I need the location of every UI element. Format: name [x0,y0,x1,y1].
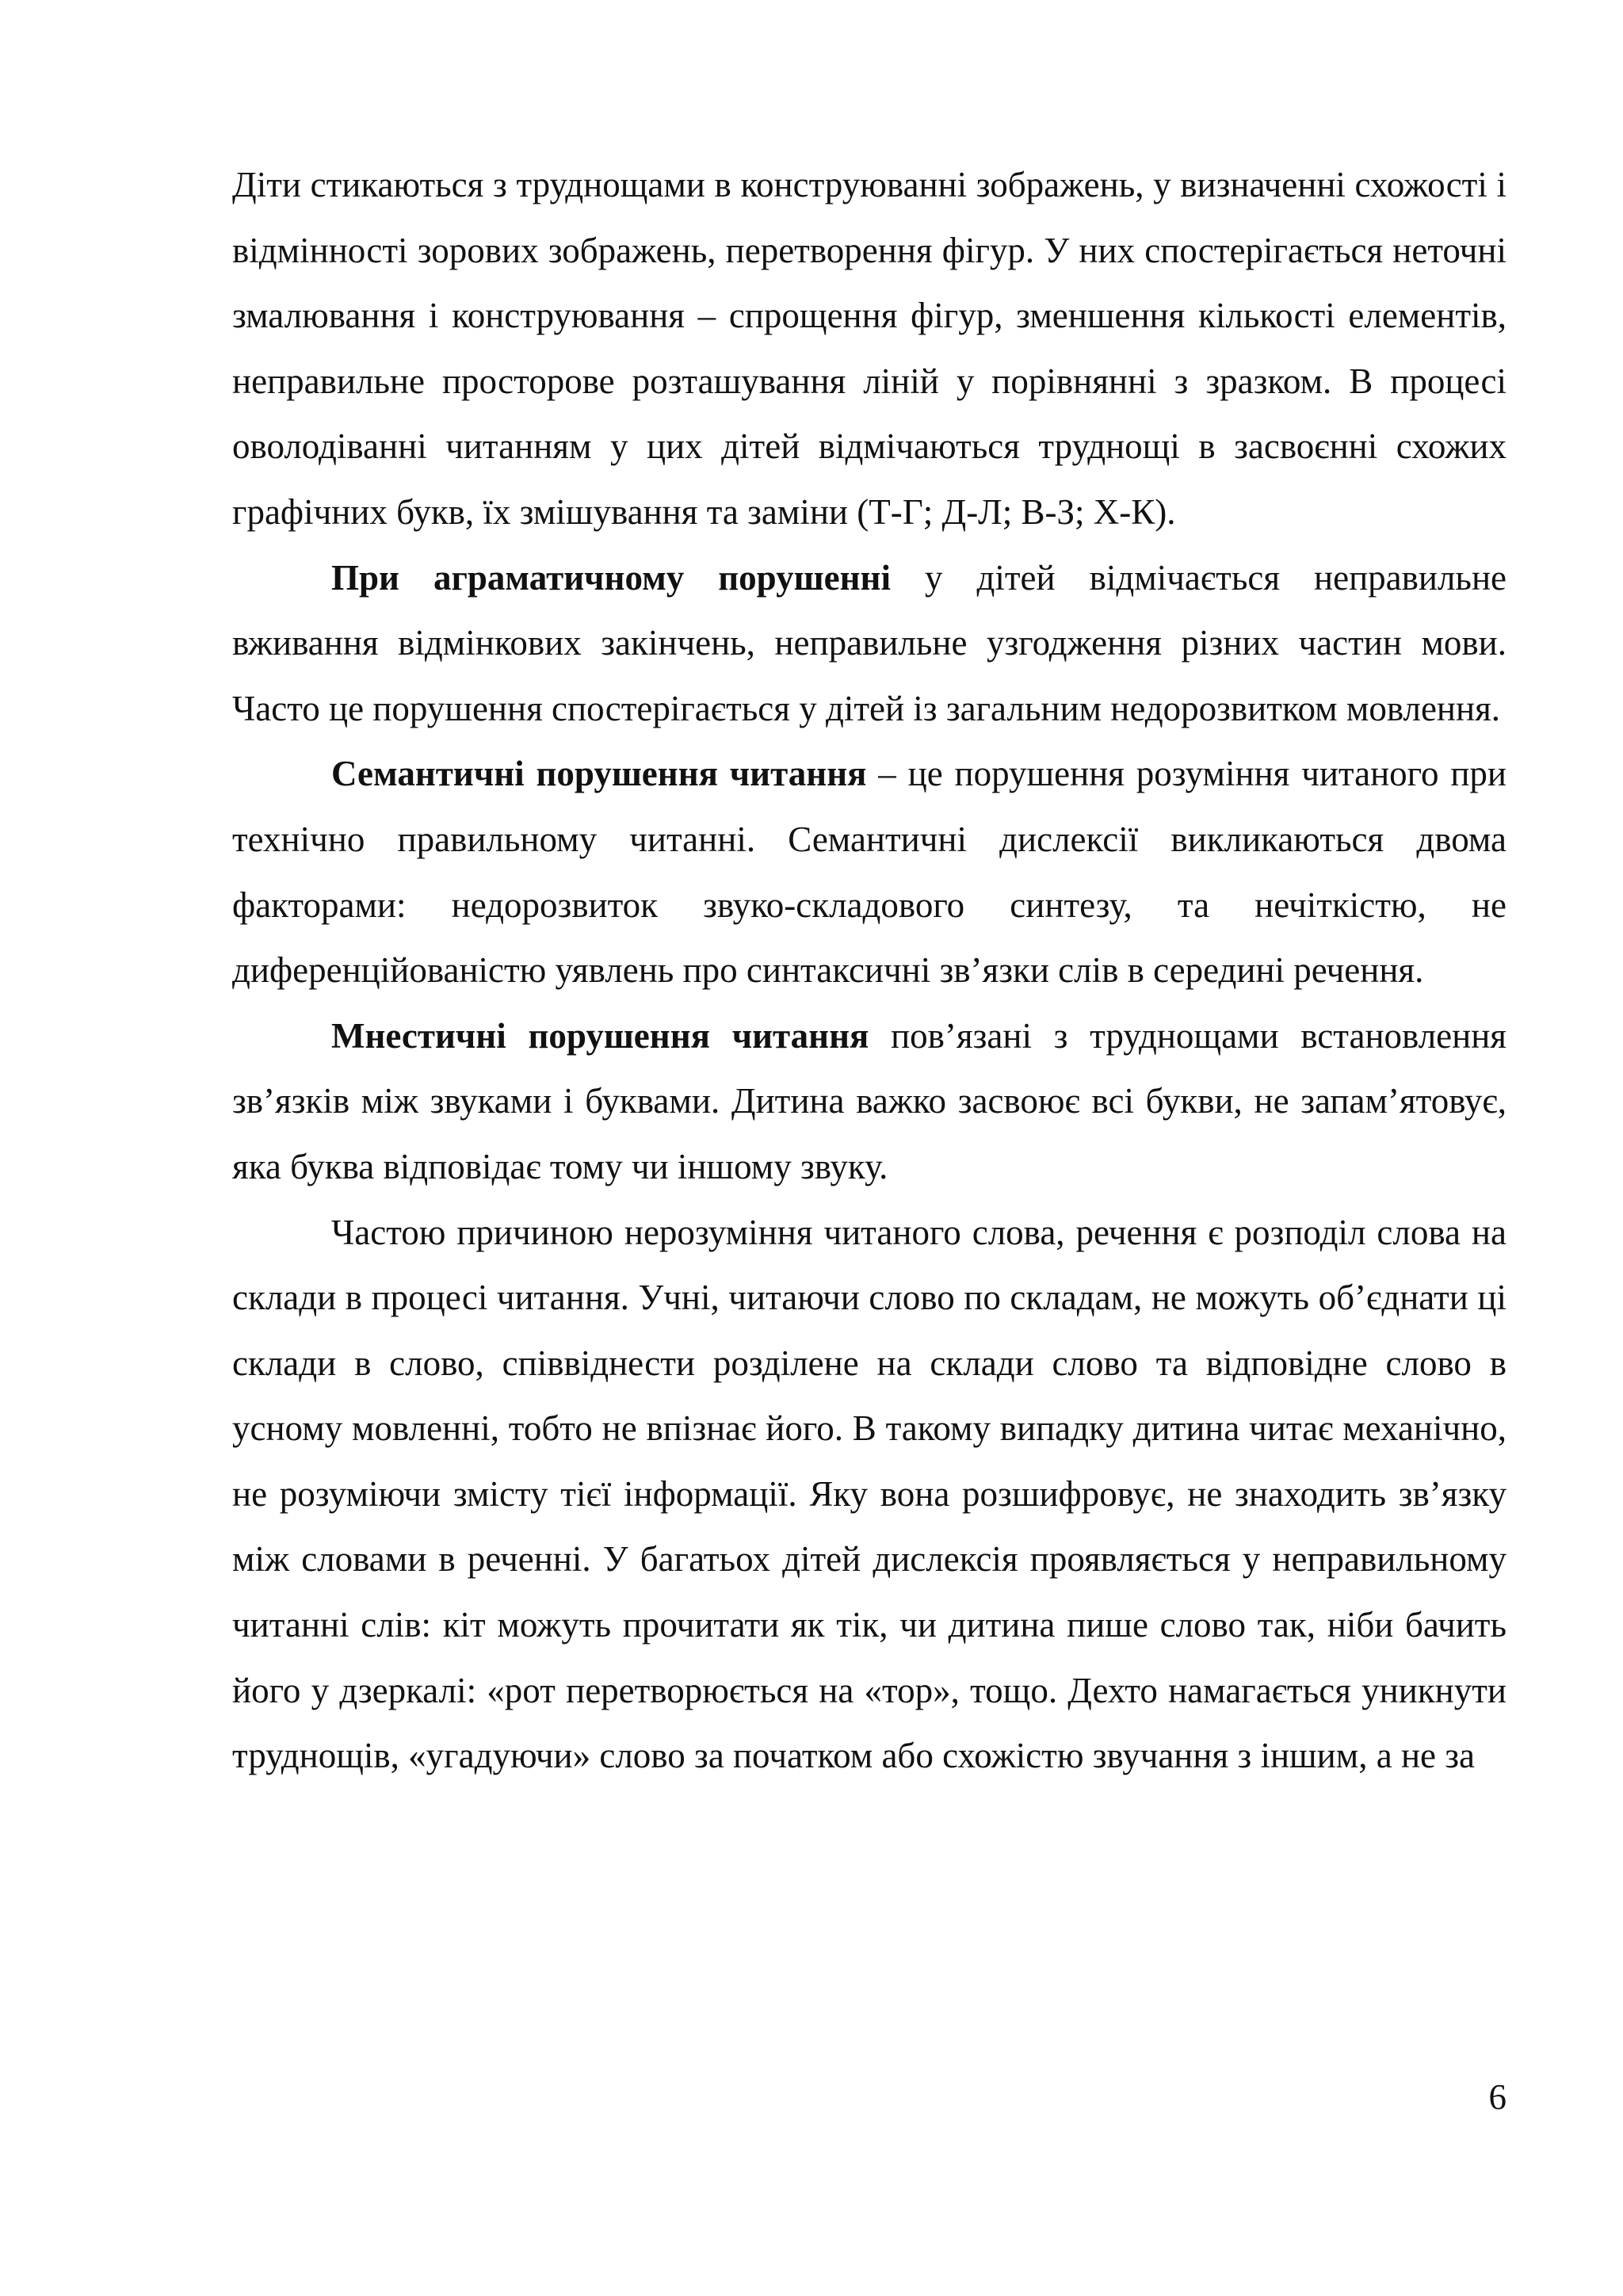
paragraph-visual-difficulties [232,152,1507,545]
paragraph-text: Діти стикаються з труднощами в конструюванні зображень, у визначенні схожості і відмінності зорових зображень, перетворення фігур. У них спостерігається неточні змалювання і конструювання – спрощення фігур, зменшення кількості елементів, неправильне просторове розташування ліній у порівнянні з зразком. В процесі оволодіванні читанням у цих дітей відмічаються труднощі в засвоєнні схожих графічних букв, їх змішування та заміни (Т-Г; Д-Л; В-З; Х-К). [232,165,1507,532]
paragraph-comprehension-causes [232,1200,1507,1789]
paragraph-mnestic-disorder [232,1003,1507,1200]
paragraph-semantic-disorder [232,741,1507,1003]
body-text [232,152,1507,1789]
term-mnestic: Мнестичні порушення читання [331,1015,869,1056]
paragraph-text: – це порушення розуміння читаного при технічно правильному читанні. Семантичні дислексії викликаються двома факторами: недорозвиток звуко-складового синтезу, та нечіткістю, не диференційованістю уявлень про синтаксичні зв’язки слів в середині речення. [232,754,1507,991]
paragraph-text: у дітей відмічається неправильне вживання відмінкових закінчень, неправильне узгодження різних частин мови. Часто це порушення спостерігається у дітей із загальним недорозвитком мовлення. [232,557,1507,728]
page-number: 6 [1488,2077,1507,2117]
paragraph-agrammatic-disorder [232,545,1507,742]
paragraph-text: пов’язані з труднощами встановлення зв’язків між звуками і буквами. Дитина важко засвоює всі букви, не запам’ятовує, яка буква відповідає тому чи іншому звуку. [232,1015,1507,1186]
term-agrammatic: При аграматичному порушенні [331,557,891,598]
term-semantic: Семантичні порушення читання [331,754,867,794]
paragraph-text: Частою причиною нерозуміння читаного слова, речення є розподіл слова на склади в процесі читання. Учні, читаючи слово по складам, не можуть об’єднати ці склади в слово, співвіднести розділене на склади слово та відповідне слово в усному мовленні, тобто не впізнає його. В такому випадку дитина читає механічно, не розуміючи змісту тієї інформації. Яку вона розшифровує, не знаходить зв’язку між словами в реченні. У багатьох дітей дислексія проявляється у неправильному читанні слів: кіт можуть прочитати як тік, чи дитина пише слово так, ніби бачить його у дзеркалі: «рот перетворюється на «тор», тощо. Дехто намагається уникнути труднощів, «угадуючи» слово за початком або схожістю звучання з іншим, а не за [232,1212,1507,1776]
